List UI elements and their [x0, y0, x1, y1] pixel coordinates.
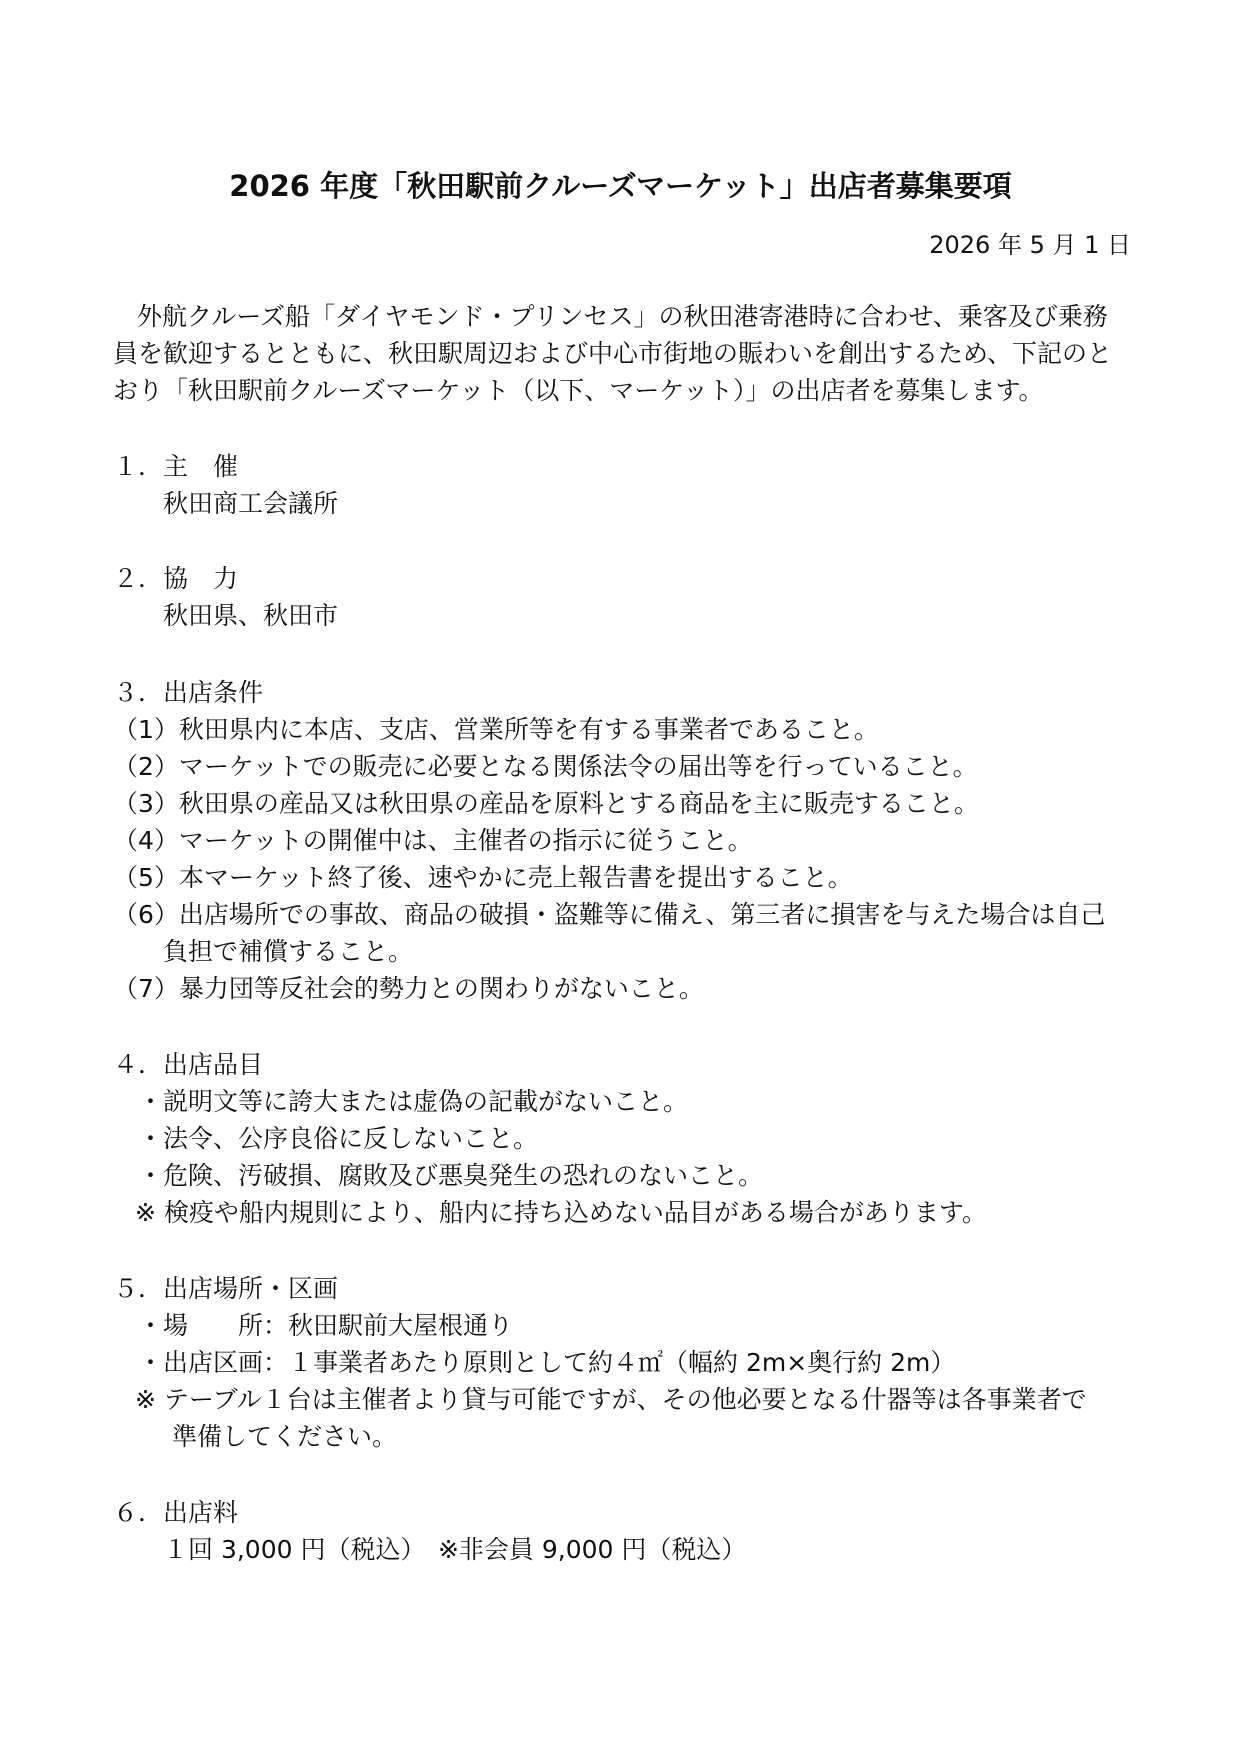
location-note: ※ テーブル１台は主催者より貸与可能ですが、その他必要となる什器等は各事業者で	[135, 1385, 1087, 1414]
condition-item: （5）本マーケット終了後、速やかに売上報告書を提出すること。	[113, 863, 853, 892]
location-bullet: ・出店区画：１事業者あたり原則として約４㎡（幅約 2m×奥行約 2m）	[138, 1348, 956, 1377]
condition-item: （1）秋田県内に本店、支店、営業所等を有する事業者であること。	[113, 715, 879, 744]
condition-item: （4）マーケットの開催中は、主催者の指示に従うこと。	[113, 826, 753, 855]
page-title: 2026 年度「秋田駅前クルーズマーケット」出店者募集要項	[229, 169, 1012, 203]
section-5-heading: ５．出店場所・区画	[113, 1274, 339, 1303]
section-1-body: 秋田商工会議所	[163, 489, 339, 518]
condition-item: （7）暴力団等反社会的勢力との関わりがないこと。	[113, 974, 704, 1003]
location-bullet: ・場 所：秋田駅前大屋根通り	[138, 1311, 514, 1340]
section-4-heading: ４．出店品目	[113, 1050, 264, 1079]
fee-text: １回 3,000 円（税込） ※非会員 9,000 円（税込）	[163, 1535, 747, 1564]
issue-date: 2026 年 5 月 1 日	[929, 231, 1131, 259]
items-note: ※ 検疫や船内規則により、船内に持ち込めない品目がある場合があります。	[135, 1198, 987, 1227]
condition-item: （3）秋田県の産品又は秋田県の産品を原料とする商品を主に販売すること。	[113, 789, 979, 818]
item-bullet: ・説明文等に誇大または虚偽の記載がないこと。	[138, 1087, 689, 1116]
condition-item-continuation: 負担で補償すること。	[163, 937, 414, 966]
location-note-continuation: 準備してください。	[172, 1422, 398, 1451]
condition-item: （2）マーケットでの販売に必要となる関係法令の届出等を行っていること。	[113, 752, 978, 781]
section-1-heading: １．主 催	[113, 452, 239, 481]
condition-item: （6）出店場所での事故、商品の破損・盗難等に備え、第三者に損害を与えた場合は自己	[113, 900, 1106, 929]
section-3-heading: ３．出店条件	[113, 678, 264, 707]
item-bullet: ・法令、公序良俗に反しないこと。	[138, 1124, 539, 1153]
section-6-heading: ６．出店料	[113, 1498, 239, 1527]
intro-line-2: 員を歓迎するとともに、秋田駅周辺および中心市街地の賑わいを創出するため、下記のと	[113, 339, 1113, 368]
item-bullet: ・危険、汚破損、腐敗及び悪臭発生の恐れのないこと。	[138, 1161, 764, 1190]
section-2-body: 秋田県、秋田市	[163, 601, 339, 630]
intro-line-3: おり「秋田駅前クルーズマーケット（以下、マーケット）」の出店者を募集します。	[113, 376, 1044, 405]
section-2-heading: ２．協 力	[113, 564, 239, 593]
intro-line-1: 外航クルーズ船「ダイヤモンド・プリンセス」の秋田港寄港時に合わせ、乗客及び乗務	[137, 302, 1108, 331]
